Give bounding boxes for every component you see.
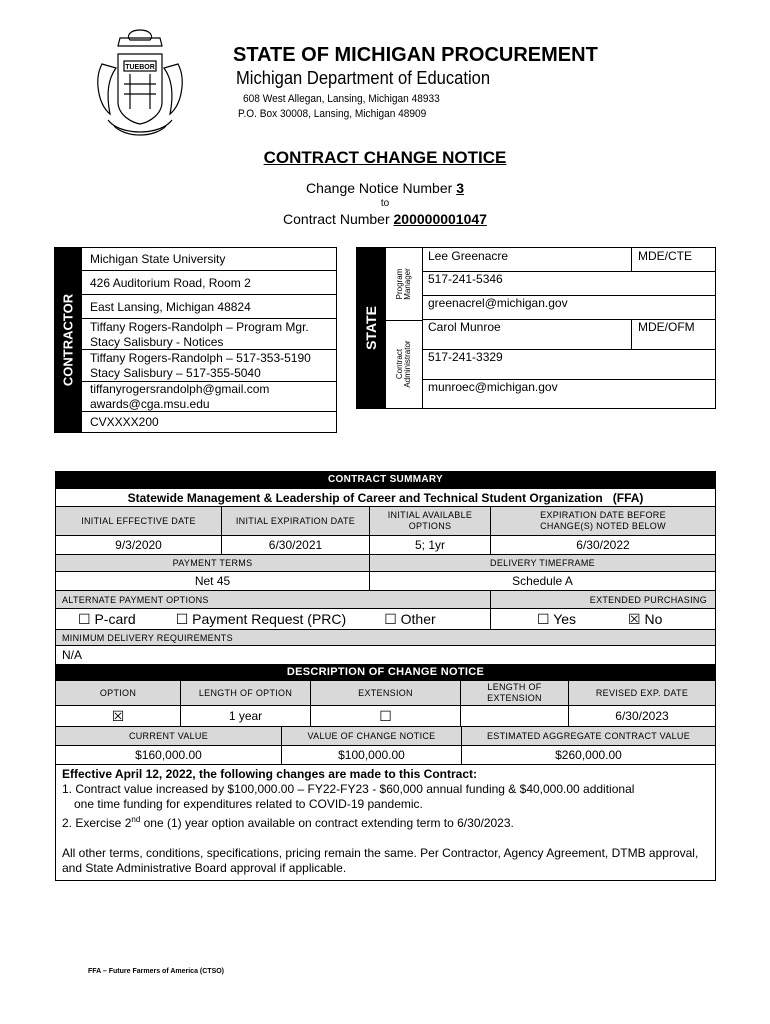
pm-agency: MDE/CTE	[631, 248, 692, 272]
available-options-header: INITIAL AVAILABLE OPTIONS	[369, 507, 490, 535]
page-title: STATE OF MICHIGAN PROCUREMENT	[233, 44, 598, 66]
delivery-timeframe: Schedule A	[369, 572, 715, 590]
min-delivery-header: MINIMUM DELIVERY REQUIREMENTS	[56, 630, 715, 645]
svg-text:TUEBOR: TUEBOR	[125, 64, 155, 71]
ca-email: munroec@michigan.gov	[428, 380, 558, 394]
contractor-vendor-id: CVXXXX200	[90, 415, 159, 429]
revised-exp-date: 6/30/2023	[568, 706, 715, 726]
pm-name: Lee Greenacre	[428, 249, 509, 263]
contractor-contacts: Tiffany Rogers-Randolph – Program Mgr. Stacy Salisbury - Notices	[82, 319, 336, 350]
state-contacts	[422, 247, 716, 409]
contract-administrator-label: Contract Administrator	[395, 340, 412, 388]
current-value-header: CURRENT VALUE	[56, 727, 281, 745]
department-po-box: P.O. Box 30008, Lansing, Michigan 48909	[238, 108, 427, 120]
pm-phone: 517-241-5346	[423, 272, 715, 296]
program-manager-label: Program Manager	[386, 248, 422, 321]
length-of-extension	[460, 706, 568, 726]
min-delivery-value: N/A	[62, 648, 83, 662]
initial-effective-date: 9/3/2020	[115, 538, 162, 552]
extension-checkbox[interactable]: ☐	[310, 706, 460, 726]
footer-note: FFA – Future Farmers of America (CTSO)	[88, 968, 225, 975]
notice-title: CONTRACT CHANGE NOTICE	[263, 148, 507, 167]
extension-header: EXTENSION	[310, 681, 460, 705]
ca-name-row	[423, 320, 715, 350]
initial-expiration-date: 6/30/2021	[221, 536, 369, 554]
aggregate-value-header: ESTIMATED AGGREGATE CONTRACT VALUE	[461, 727, 715, 745]
change-item-1: 1. Contract value increased by $100,000.00 – FY22-FY23 - $60,000 annual funding & $40,000.00 additional	[62, 782, 635, 796]
effective-statement: Effective April 12, 2022, the following changes are made to this Contract:	[62, 767, 477, 781]
closing-statement: All other terms, conditions, specifications, pricing remain the same. Per Contractor, Agency Agreement, DTMB approval, and State Administrative Board approval if applicable.	[62, 846, 699, 875]
revised-exp-date-header: REVISED EXP. DATE	[568, 681, 715, 705]
pm-name-row	[423, 248, 715, 272]
length-of-option-header: LENGTH OF OPTION	[180, 681, 310, 705]
contract-summary-header: CONTRACT SUMMARY	[56, 472, 715, 488]
payment-terms-header: PAYMENT TERMS	[56, 555, 369, 571]
terms-header-row	[56, 554, 715, 571]
ca-phone: 517-241-3329	[423, 350, 715, 380]
prc-checkbox[interactable]: ☐ Payment Request (PRC)	[175, 610, 347, 627]
change-item-2: 2. Exercise 2nd one (1) year option available on contract extending term to 6/30/2023.	[62, 815, 514, 830]
extended-purchasing-header: EXTENDED PURCHASING	[490, 591, 715, 608]
department-address: 608 West Allegan, Lansing, Michigan 48933	[243, 93, 440, 105]
option-row	[56, 705, 715, 726]
dates-row	[56, 535, 715, 554]
value-of-change-header: VALUE OF CHANGE NOTICE	[281, 727, 461, 745]
contractor-address-2: East Lansing, Michigan 48824	[82, 295, 336, 319]
pm-email: greenacrel@michigan.gov	[423, 296, 715, 320]
contract-summary-table	[55, 471, 716, 881]
option-header-row	[56, 680, 715, 705]
delivery-timeframe-header: DELIVERY TIMEFRAME	[369, 555, 715, 571]
alt-payment-header: ALTERNATE PAYMENT OPTIONS	[56, 591, 490, 608]
value-row	[56, 745, 715, 764]
contract-number: Contract Number 200000001047	[283, 211, 487, 227]
contractor-phones: Tiffany Rogers-Randolph – 517-353-5190 Stacy Salisbury – 517-355-5040	[82, 350, 336, 382]
pcard-checkbox[interactable]: ☐ P-card	[78, 610, 136, 627]
length-of-option: 1 year	[180, 706, 310, 726]
to-label: to	[380, 198, 390, 209]
expiration-before-date: 6/30/2022	[490, 536, 715, 554]
length-of-extension-header: LENGTH OF EXTENSION	[460, 681, 568, 705]
terms-row	[56, 571, 715, 590]
change-notice-number: Change Notice Number 3	[306, 180, 464, 196]
alt-payment-row	[56, 608, 715, 629]
change-notes	[56, 764, 715, 880]
ca-name: Carol Munroe	[428, 320, 501, 334]
extended-purchasing-options	[490, 609, 715, 629]
extended-yes-checkbox[interactable]: ☐ Yes	[537, 610, 577, 627]
state-side-label: STATE	[356, 247, 386, 409]
option-checkbox[interactable]: ☒	[111, 707, 125, 724]
payment-terms: Net 45	[194, 574, 231, 588]
other-checkbox[interactable]: ☐ Other	[384, 610, 436, 627]
contractor-side-label: CONTRACTOR	[54, 247, 82, 433]
current-value: $160,000.00	[135, 748, 202, 762]
extended-no-checkbox[interactable]: ☒ No	[628, 610, 663, 627]
ca-agency: MDE/OFM	[631, 320, 695, 349]
summary-description-row	[56, 488, 715, 506]
value-of-change: $100,000.00	[281, 746, 461, 764]
min-delivery-header-row	[56, 629, 715, 645]
expiration-before-header: EXPIRATION DATE BEFORE CHANGE(S) NOTED BELOW	[490, 507, 715, 535]
state-seal-icon	[90, 24, 190, 144]
contractor-info	[82, 247, 337, 433]
contractor-address-1: 426 Auditorium Road, Room 2	[82, 271, 336, 295]
department-name: Michigan Department of Education	[236, 68, 491, 88]
alt-payment-header-row	[56, 590, 715, 608]
dates-header-row	[56, 506, 715, 535]
change-description-header: DESCRIPTION OF CHANGE NOTICE	[56, 664, 715, 680]
min-delivery-row	[56, 645, 715, 664]
contractor-emails: tiffanyrogersrandolph@gmail.com awards@cga.msu.edu	[82, 382, 336, 412]
change-item-1-cont: one time funding for expenditures related to COVID-19 pandemic.	[74, 797, 423, 811]
aggregate-value: $260,000.00	[461, 746, 715, 764]
contractor-name: Michigan State University	[82, 248, 336, 271]
option-header: OPTION	[56, 681, 180, 705]
state-role-labels	[386, 247, 422, 409]
alt-payment-options	[56, 609, 490, 629]
initial-expiration-header: INITIAL EXPIRATION DATE	[221, 507, 369, 535]
value-header-row	[56, 726, 715, 745]
initial-effective-header: INITIAL EFFECTIVE DATE	[56, 507, 221, 535]
contract-description: Statewide Management & Leadership of Career and Technical Student Organization (FFA)	[127, 490, 644, 505]
available-options: 5; 1yr	[369, 536, 490, 554]
